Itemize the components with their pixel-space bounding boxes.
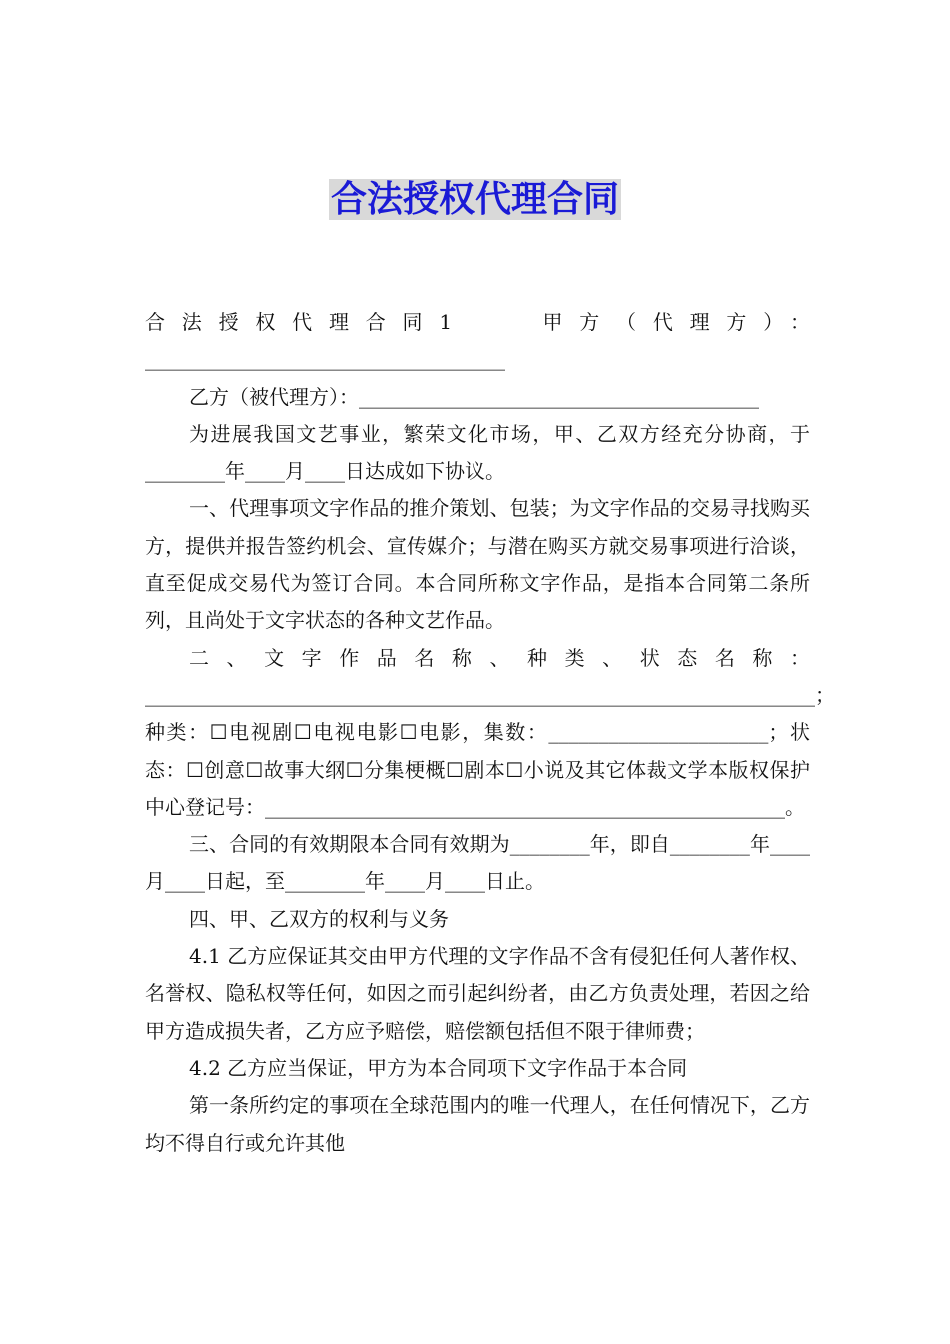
document-body <box>145 304 835 1162</box>
paragraph-clause-2: 二、文字作品名称、种类、状态名称：___________________________________________________________________；种类：☐电视剧☐电视电影☐电影，集数：______________________；状态：☐创意☐故事大纲☐分集梗概☐剧本☐小说及其它体裁文学本版权保护中心登记号：____________________________________________________。 <box>145 645 835 819</box>
paragraph-preamble: 为进展我国文艺事业，繁荣文化市场，甲、乙双方经充分协商，于________年____月____日达成如下协议。 <box>145 421 810 484</box>
paragraph-clause-3: 三、合同的有效期限本合同有效期为________年，即自________年____月____日起，至________年____月____日止。 <box>145 832 810 894</box>
document-title: 合法授权代理合同 <box>330 179 619 220</box>
paragraph-clause-1: 一、代理事项文字作品的推介策划、包装；为文字作品的交易寻找购买方，提供并报告签约机会、宣传媒介；与潜在购买方就交易事项进行洽谈，直至促成交易代为签订合同。本合同所称文字作品，是指本合同第二条所列，且尚处于文字状态的各种文艺作品。 <box>145 496 810 633</box>
paragraph-clause-4-1: 4.1 乙方应保证其交由甲方代理的文字作品不含有侵犯任何人著作权、名誉权、隐私权等任何，如因之而引起纠纷者，由乙方负责处理，若因之给甲方造成损失者，乙方应予赔偿，赔偿额包括但不限于律师费； <box>145 944 810 1043</box>
paragraph-clause-4-heading: 四、甲、乙双方的权利与义务 <box>189 906 449 931</box>
paragraph-clause-4-2: 4.2 乙方应当保证，甲方为本合同项下文字作品于本合同 <box>189 1055 688 1080</box>
paragraph-parties-a: 合法授权代理合同1 甲方（代理方）：____________________________________ <box>145 310 810 372</box>
paragraph-clause-4-2-continued: 第一条所约定的事项在全球范围内的唯一代理人，在任何情况下，乙方均不得自行或允许其他 <box>145 1093 810 1155</box>
paragraph-parties-b: 乙方（被代理方）：________________________________________ <box>189 384 759 409</box>
